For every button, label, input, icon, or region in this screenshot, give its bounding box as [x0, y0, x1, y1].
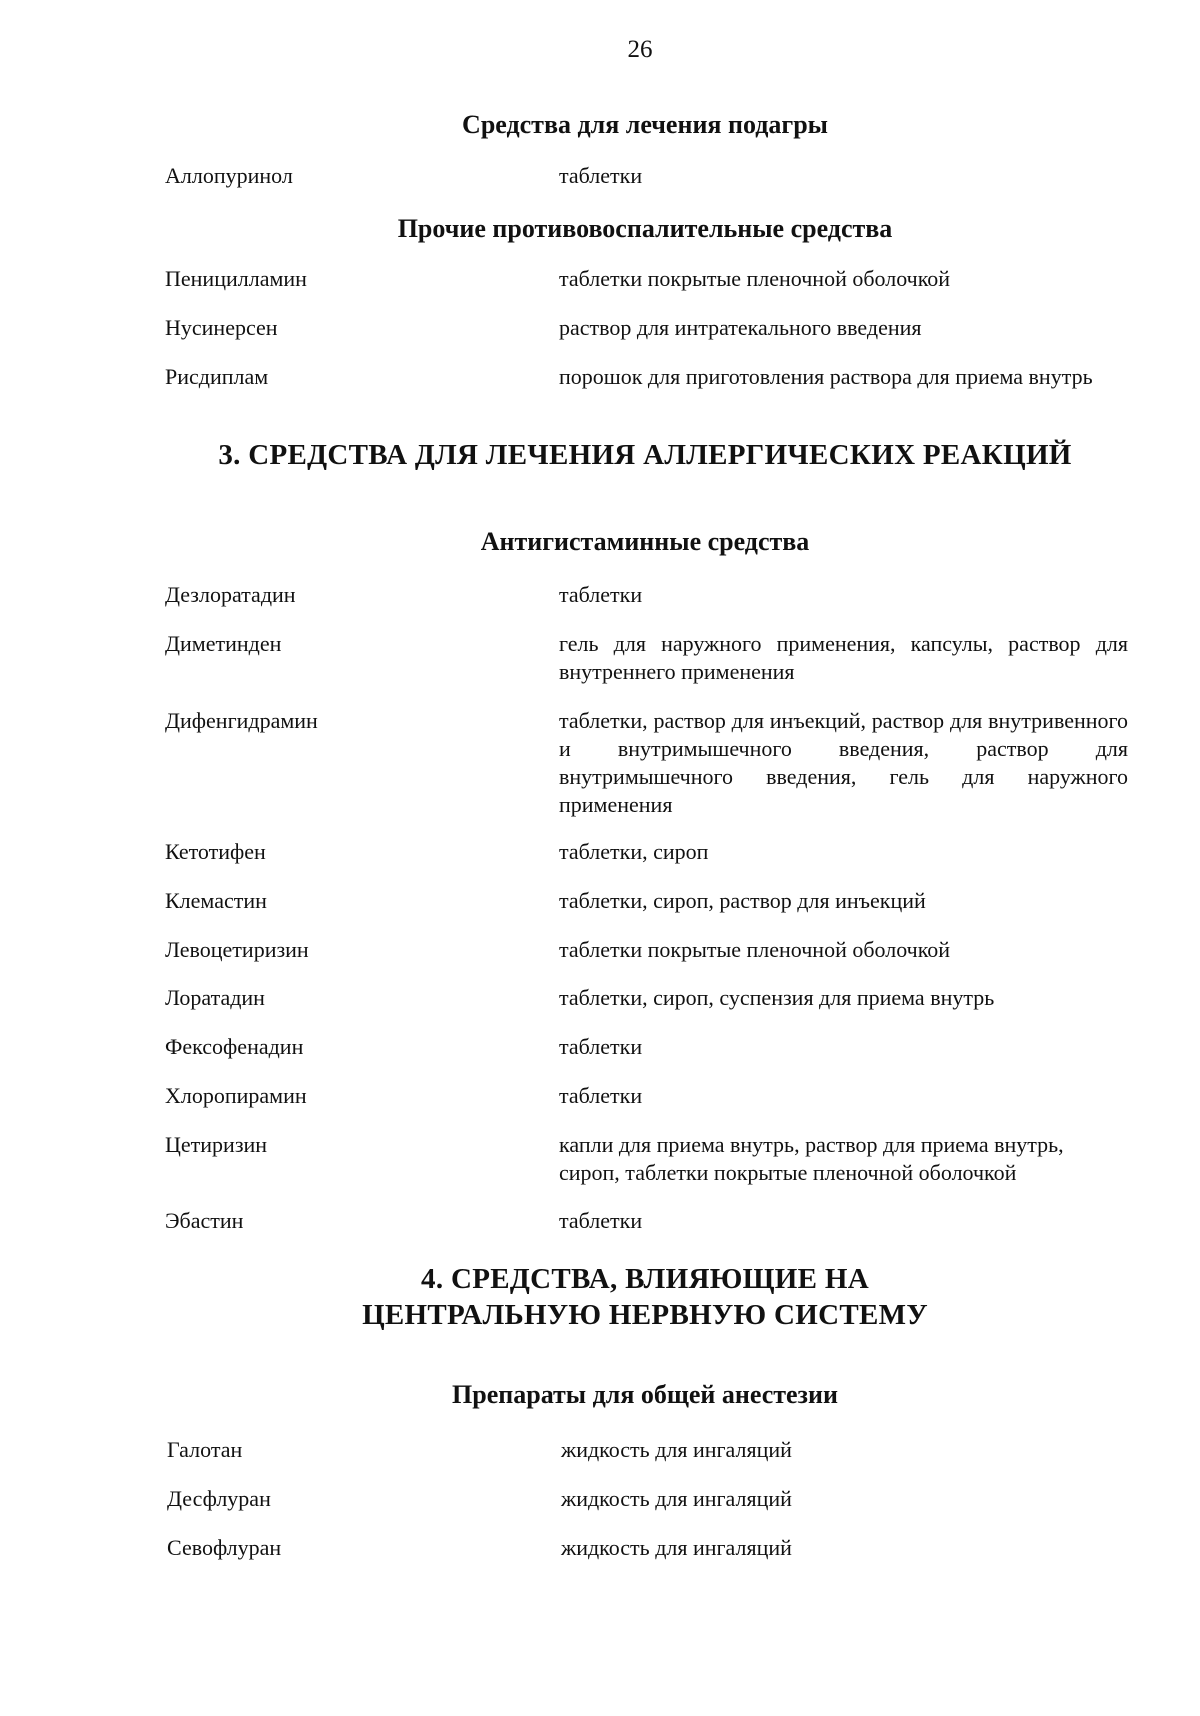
drug-name: Дезлоратадин	[165, 582, 296, 607]
drug-name: Эбастин	[165, 1208, 244, 1233]
page-number: 26	[627, 36, 653, 63]
drug-name: Фексофенадин	[165, 1034, 304, 1059]
heading-anti-inflammatory: Прочие противовоспалительные средства	[397, 214, 893, 243]
heading-gout: Средства для лечения подагры	[462, 110, 828, 139]
drug-form: гель для наружного применения, капсулы, раствор для внутреннего применения	[559, 631, 1128, 684]
drug-name: Левоцетиризин	[165, 937, 309, 962]
drug-form: таблетки, раствор для инъекций, раствор для внутривенного и внутримышечного введения, раствор для внутримышечного введения, гель для наружного применения	[559, 708, 1128, 817]
drug-name: Нусинерсен	[165, 315, 278, 340]
drug-form: таблетки, сироп, суспензия для приема внутрь	[559, 985, 995, 1010]
drug-form: таблетки	[559, 1034, 643, 1059]
drug-name: Десфлуран	[167, 1486, 271, 1511]
drug-form: капли для приема внутрь, раствор для приема внутрь, сироп, таблетки покрытые пленочной оболочкой	[559, 1132, 1064, 1185]
drug-form: раствор для интратекального введения	[559, 315, 922, 340]
drug-form: таблетки покрытые пленочной оболочкой	[559, 937, 951, 962]
drug-form: таблетки, сироп, раствор для инъекций	[559, 888, 926, 913]
section-cns-line2: ЦЕНТРАЛЬНУЮ НЕРВНУЮ СИСТЕМУ	[362, 1299, 928, 1331]
drug-form: таблетки, сироп	[559, 839, 709, 864]
drug-form: таблетки	[559, 582, 643, 607]
drug-name: Кетотифен	[165, 839, 266, 864]
drug-name: Диметинден	[165, 631, 282, 656]
section-cns-line1: 4. СРЕДСТВА, ВЛИЯЮЩИЕ НА	[421, 1263, 869, 1295]
drug-name: Хлоропирамин	[165, 1083, 307, 1108]
drug-form: таблетки покрытые пленочной оболочкой	[559, 266, 951, 291]
section-allergy: 3. СРЕДСТВА ДЛЯ ЛЕЧЕНИЯ АЛЛЕРГИЧЕСКИХ РЕАКЦИЙ	[218, 439, 1072, 471]
drug-form: таблетки	[559, 1208, 643, 1233]
drug-name: Пеницилламин	[165, 266, 307, 291]
drug-form: жидкость для ингаляций	[561, 1535, 792, 1560]
drug-form: таблетки	[559, 163, 643, 188]
drug-name: Аллопуринол	[165, 163, 293, 188]
drug-form: таблетки	[559, 1083, 643, 1108]
drug-name: Цетиризин	[165, 1132, 268, 1157]
drug-name: Клемастин	[165, 888, 267, 913]
drug-form: жидкость для ингаляций	[561, 1486, 792, 1511]
drug-name: Севофлуран	[167, 1535, 282, 1560]
drug-name: Лоратадин	[165, 985, 265, 1010]
drug-name: Рисдиплам	[165, 364, 269, 389]
drug-form: порошок для приготовления раствора для приема внутрь	[559, 364, 1093, 389]
drug-form: жидкость для ингаляций	[561, 1437, 792, 1462]
heading-antihistamines: Антигистаминные средства	[480, 527, 810, 556]
drug-name: Галотан	[167, 1437, 243, 1462]
drug-name: Дифенгидрамин	[165, 708, 318, 733]
heading-anesthesia: Препараты для общей анестезии	[452, 1380, 838, 1409]
